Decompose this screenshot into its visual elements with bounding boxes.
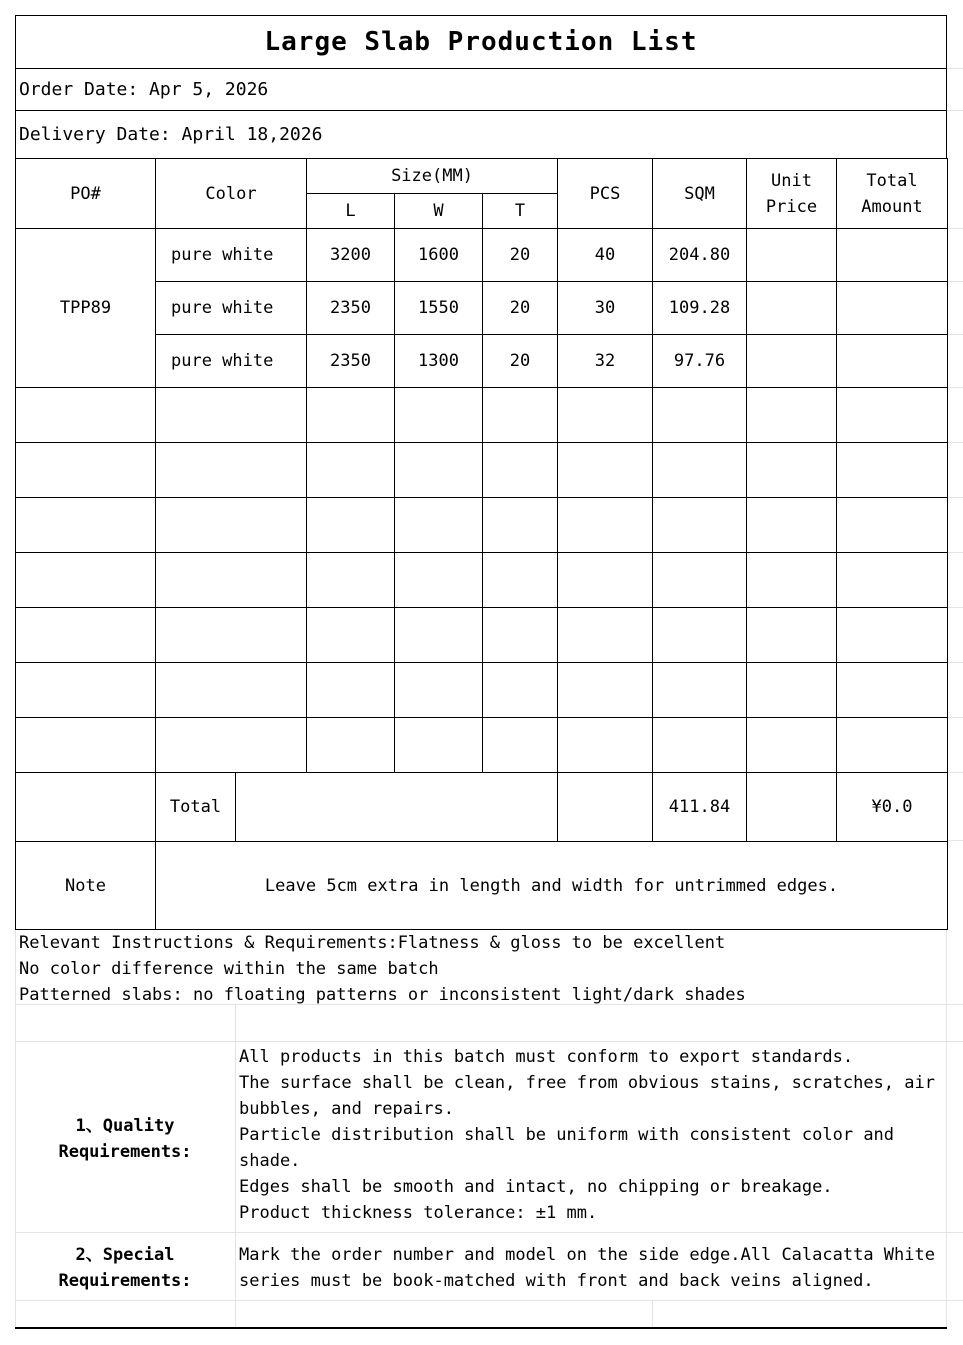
header-sqm: SQM: [653, 159, 747, 229]
cell-unit-price: [747, 229, 837, 282]
special-line: Mark the order number and model on the side edge.All Calacatta White: [239, 1245, 935, 1265]
total-amount: ¥0.0: [837, 773, 948, 842]
cell-pcs: 30: [558, 282, 653, 335]
header-total-amount-line2: Amount: [861, 196, 923, 217]
quality-line: Product thickness tolerance: ±1 mm.: [239, 1203, 598, 1223]
special-label-line1: 2、Special: [75, 1245, 175, 1265]
gridline: [947, 717, 963, 718]
cell-sqm: 109.28: [653, 282, 747, 335]
header-unit-price-line2: Price: [765, 196, 818, 217]
cell-thickness: 20: [483, 335, 558, 388]
empty-row: [16, 443, 948, 498]
gridline: [947, 662, 963, 663]
empty-row: [16, 608, 948, 663]
note-row: [16, 842, 948, 930]
cell-width: 1300: [395, 335, 483, 388]
header-length: L: [307, 194, 395, 229]
cell-color: pure white: [156, 229, 307, 282]
gridline: [947, 281, 963, 282]
header-row: [16, 159, 948, 194]
header-thickness: T: [483, 194, 558, 229]
total-row: [16, 773, 948, 842]
cell-length: 2350: [307, 335, 395, 388]
cell-total-amount: [837, 282, 948, 335]
gridline: [947, 497, 963, 498]
total-label: Total: [156, 773, 236, 841]
quality-line: shade.: [239, 1151, 301, 1171]
total-cell: [156, 773, 558, 842]
empty-row: [16, 663, 948, 718]
cell-width: 1600: [395, 229, 483, 282]
gridline: [947, 442, 963, 443]
instruction-line: No color difference within the same batch: [19, 959, 439, 979]
header-po: PO#: [16, 159, 156, 229]
header-pcs: PCS: [558, 159, 653, 229]
cell-sqm: 97.76: [653, 335, 747, 388]
gridline: [947, 334, 963, 335]
gridline: [947, 228, 963, 229]
production-table: [15, 158, 948, 930]
gridline: [947, 607, 963, 608]
cell-length: 2350: [307, 282, 395, 335]
cell-width: 1550: [395, 282, 483, 335]
note-text: Leave 5cm extra in length and width for untrimmed edges.: [156, 842, 948, 930]
cell-color: pure white: [156, 282, 307, 335]
order-date: Order Date: Apr 5, 2026: [15, 69, 947, 111]
cell-unit-price: [747, 282, 837, 335]
gridline: [947, 772, 963, 773]
special-label-line2: Requirements:: [58, 1271, 192, 1291]
empty-row: [16, 388, 948, 443]
gridline: [15, 1232, 963, 1233]
table-row: [16, 229, 948, 282]
header-unit-price: [747, 159, 837, 229]
header-size: Size(MM): [307, 159, 558, 194]
gridline: [946, 928, 947, 1328]
empty-row: [16, 498, 948, 553]
page-title: Large Slab Production List: [15, 15, 947, 69]
po-number: TPP89: [16, 229, 156, 388]
quality-label-line1: 1、Quality: [75, 1116, 175, 1136]
special-line: series must be book-matched with front and back veins aligned.: [239, 1271, 874, 1291]
cell-thickness: 20: [483, 282, 558, 335]
cell-unit-price: [747, 335, 837, 388]
gridline: [947, 840, 963, 841]
note-label: Note: [16, 842, 156, 930]
quality-line: bubbles, and repairs.: [239, 1099, 454, 1119]
cell-total-amount: [837, 335, 948, 388]
table-row: [16, 282, 948, 335]
cell-sqm: 204.80: [653, 229, 747, 282]
quality-text: [239, 1044, 944, 1226]
empty-row: [16, 718, 948, 773]
total-sqm: 411.84: [653, 773, 747, 842]
table-row: [16, 335, 948, 388]
header-width: W: [395, 194, 483, 229]
special-text: [239, 1242, 944, 1294]
quality-line: All products in this batch must conform to export standards.: [239, 1047, 854, 1067]
gridline: [947, 110, 963, 111]
cell-pcs: 40: [558, 229, 653, 282]
header-total-amount: [837, 159, 948, 229]
quality-line: The surface shall be clean, free from obvious stains, scratches, air: [239, 1073, 935, 1093]
header-color: Color: [156, 159, 307, 229]
quality-label: [15, 1113, 235, 1165]
instruction-line: Patterned slabs: no floating patterns or inconsistent light/dark shades: [19, 985, 746, 1005]
cell-color: pure white: [156, 335, 307, 388]
gridline: [15, 1041, 963, 1042]
quality-label-line2: Requirements:: [58, 1142, 192, 1162]
gridline: [15, 1300, 963, 1301]
cell-pcs: 32: [558, 335, 653, 388]
gridline: [235, 1004, 236, 1328]
delivery-date: Delivery Date: April 18,2026: [15, 110, 947, 159]
bottom-rule: [15, 1327, 947, 1329]
special-label: [15, 1242, 235, 1294]
gridline: [947, 387, 963, 388]
instruction-line: Relevant Instructions & Requirements:Flatness & gloss to be excellent: [19, 933, 726, 953]
empty-row: [16, 553, 948, 608]
quality-line: Particle distribution shall be uniform with consistent color and: [239, 1125, 895, 1145]
cell-total-amount: [837, 229, 948, 282]
gridline: [652, 1300, 653, 1328]
quality-line: Edges shall be smooth and intact, no chipping or breakage.: [239, 1177, 833, 1197]
header-total-amount-line1: Total: [866, 170, 918, 191]
gridline: [947, 552, 963, 553]
cell-thickness: 20: [483, 229, 558, 282]
header-unit-price-line1: Unit: [771, 170, 812, 191]
gridline: [947, 68, 963, 69]
cell-length: 3200: [307, 229, 395, 282]
